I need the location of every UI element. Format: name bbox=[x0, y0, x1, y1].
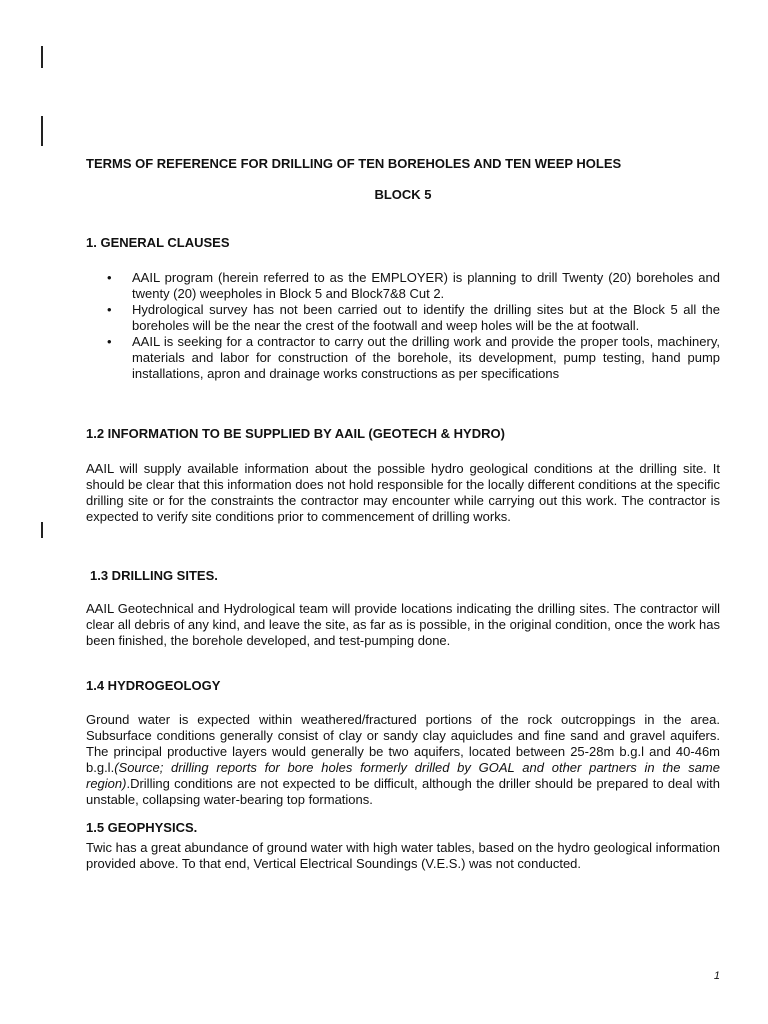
heading-geophysics: 1.5 GEOPHYSICS. bbox=[86, 820, 198, 835]
hydrogeology-text-end: .Drilling conditions are not expected to be difficult, although the driller should be prepared to deal with unstable, collapsing water-bearing top formations. bbox=[86, 776, 720, 807]
hydrogeology-source-note: (Source; drilling reports for bore holes formerly drilled by GOAL and other partners in the same region) bbox=[86, 760, 720, 791]
general-clauses-list bbox=[86, 270, 720, 382]
list-item-text: AAIL is seeking for a contractor to carry out the drilling work and provide the proper tools, machinery, materials and labor for construction of the borehole, its development, pump testing, hand pump installations, apron and drainage works constructions as per specifications bbox=[132, 334, 720, 381]
heading-information-supplied: 1.2 INFORMATION TO BE SUPPLIED BY AAIL (GEOTECH & HYDRO) bbox=[86, 426, 505, 441]
document-title: TERMS OF REFERENCE FOR DRILLING OF TEN BOREHOLES AND TEN WEEP HOLES bbox=[86, 156, 622, 171]
page-number: 1 bbox=[713, 970, 720, 982]
list-item-text: Hydrological survey has not been carried out to identify the drilling sites but at the Block 5 all the boreholes will be the near the crest of the footwall and weep holes will be the at footwall. bbox=[132, 302, 720, 333]
list-item-text: AAIL program (herein referred to as the EMPLOYER) is planning to drill Twenty (20) boreholes and twenty (20) weepholes in Block 5 and Block7&8 Cut 2. bbox=[132, 270, 720, 301]
heading-hydrogeology: 1.4 HYDROGEOLOGY bbox=[86, 678, 221, 693]
list-item bbox=[86, 270, 720, 302]
hydrogeology-text-start: Ground water is expected within weathered/fractured portions of the rock outcroppings in the area. Subsurface conditions generally consist of clay or sandy clay aquicludes and fine sand and gravel aquifers. The principal productive layers would generally be two aquifers, located between 25-28m b.g.l and 40-46m b.g.l. bbox=[86, 712, 720, 775]
list-item bbox=[86, 302, 720, 334]
margin-change-bar-middle bbox=[41, 522, 43, 538]
margin-change-bar-top bbox=[41, 46, 43, 68]
paragraph-information-supplied: AAIL will supply available information about the possible hydro geological conditions at the drilling site. It should be clear that this information does not hold responsible for the locally different conditions at the specific drilling site or for the constraints the contractor may encounter while carrying out this work. The contractor is expected to verify site conditions prior to commencement of drilling works. bbox=[86, 461, 720, 524]
heading-general-clauses: 1. GENERAL CLAUSES bbox=[86, 235, 230, 250]
margin-change-bar-upper bbox=[41, 116, 43, 146]
document-subtitle: BLOCK 5 bbox=[374, 187, 432, 202]
paragraph-hydrogeology bbox=[86, 712, 720, 808]
paragraph-geophysics: Twic has a great abundance of ground water with high water tables, based on the hydro geological information provided above. To that end, Vertical Electrical Soundings (V.E.S.) was not conducted. bbox=[86, 840, 720, 871]
list-item bbox=[86, 334, 720, 382]
bullet-icon: • bbox=[107, 302, 112, 317]
bullet-icon: • bbox=[107, 334, 112, 349]
heading-drilling-sites: 1.3 DRILLING SITES. bbox=[90, 568, 218, 583]
bullet-icon: • bbox=[107, 270, 112, 285]
paragraph-drilling-sites: AAIL Geotechnical and Hydrological team will provide locations indicating the drilling sites. The contractor will clear all debris of any kind, and leave the site, as far as is possible, in the original condition, once the work has been finished, the borehole developed, and test-pumping done. bbox=[86, 601, 720, 648]
